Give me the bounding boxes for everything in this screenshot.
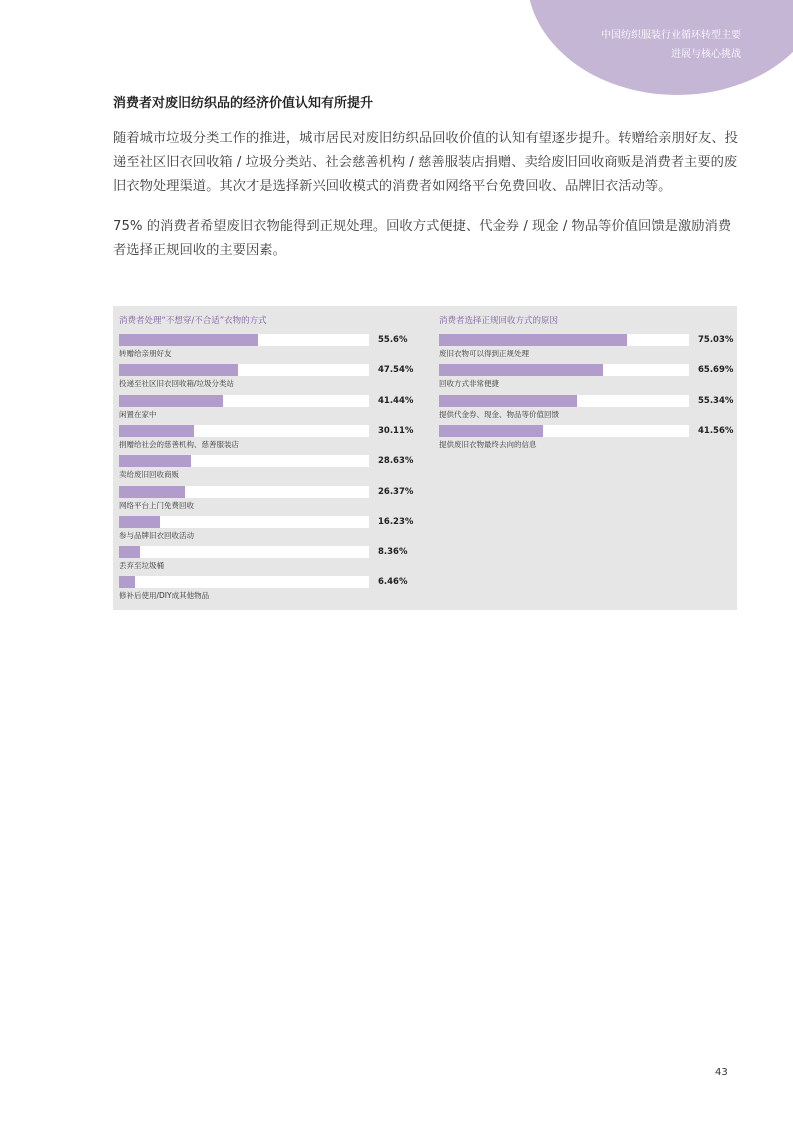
bar xyxy=(119,395,223,407)
data-label: 47.54% xyxy=(378,365,414,376)
bar-track xyxy=(119,334,369,346)
bar-track xyxy=(119,516,369,528)
bar-track xyxy=(119,546,369,558)
bar-track xyxy=(119,486,369,498)
chart-title: 消费者选择正规回收方式的原因 xyxy=(439,316,559,326)
category-label: 丢弃至垃圾桶 xyxy=(119,561,164,571)
bar-row xyxy=(439,364,734,394)
page-number: 43 xyxy=(715,1067,728,1078)
category-label: 废旧衣物可以得到正规处理 xyxy=(439,349,529,358)
data-label: 41.44% xyxy=(378,395,414,406)
bar xyxy=(439,395,577,407)
bar xyxy=(439,364,603,376)
bar-track xyxy=(439,425,689,437)
data-label: 6.46% xyxy=(378,577,408,588)
category-label: 闲置在家中 xyxy=(119,409,157,419)
category-label: 提供废旧衣物最终去向的信息 xyxy=(439,439,537,449)
data-label: 30.11% xyxy=(378,425,414,436)
data-label: 41.56% xyxy=(698,425,734,436)
paragraph-2: 75% 的消费者希望废旧衣物能得到正规处理。回收方式便捷、代金券 / 现金 / 物品等价值回馈是激励消费者选择正规回收的主要因素。 xyxy=(113,219,732,258)
chart-title: 消费者处理“不想穿/不合适”衣物的方式 xyxy=(119,316,267,326)
category-label: 修补后使用/DIY成其他物品 xyxy=(119,591,210,601)
bar-row xyxy=(119,455,414,485)
bar xyxy=(119,364,238,376)
data-label: 8.36% xyxy=(378,547,408,558)
bar-row xyxy=(119,486,414,516)
bar xyxy=(119,516,160,528)
bar xyxy=(119,334,258,346)
chart-panel xyxy=(113,306,737,610)
bar-row xyxy=(119,395,414,425)
bar-row xyxy=(119,364,414,394)
category-label: 网络平台上门免费回收 xyxy=(119,500,194,510)
category-label: 回收方式非常便捷 xyxy=(439,379,499,389)
data-label: 75.03% xyxy=(698,335,734,345)
bar-row xyxy=(119,425,414,455)
data-label: 55.34% xyxy=(698,395,734,406)
category-label: 参与品牌旧衣回收活动 xyxy=(119,530,194,540)
bar xyxy=(119,546,140,558)
section-heading: 消费者对废旧纺织品的经济价值认知有所提升 xyxy=(113,96,374,111)
bar xyxy=(439,425,543,437)
bar xyxy=(119,455,191,467)
bar-row xyxy=(439,334,734,364)
category-label: 捐赠给社会的慈善机构、慈善服装店 xyxy=(119,439,239,449)
bar xyxy=(119,576,135,588)
paragraph-1: 随着城市垃圾分类工作的推进，城市居民对废旧纺织品回收价值的认知有望逐步提升。转赠给亲朋好友、投递至社区旧衣回收箱 / 垃圾分类站、社会慈善机构 / 慈善服装店捐赠、卖给废旧回收商贩是消费者主要的废旧衣物处理渠道。其次才是选择新兴回收模式的消费者如网络平台免费回收、品牌旧衣活动等。 xyxy=(113,131,738,194)
data-label: 28.63% xyxy=(378,456,414,467)
category-label: 提供代金券、现金、物品等价值回馈 xyxy=(439,409,559,419)
data-label: 65.69% xyxy=(698,365,734,376)
category-label: 卖给废旧回收商贩 xyxy=(119,470,179,480)
bar-track xyxy=(119,395,369,407)
bar-row xyxy=(119,546,409,576)
bar xyxy=(119,425,194,437)
bar-track xyxy=(439,364,689,376)
bar-row xyxy=(119,334,409,364)
category-label: 转赠给亲朋好友 xyxy=(119,349,172,358)
bar-row xyxy=(439,425,734,455)
bar-track xyxy=(119,455,369,467)
running-header-line-1: 中国纺织服装行业循环转型主要 xyxy=(601,30,741,41)
bar-row xyxy=(119,576,409,606)
data-label: 26.37% xyxy=(378,486,414,497)
bar-track xyxy=(119,425,369,437)
bar-track xyxy=(439,395,689,407)
data-label: 16.23% xyxy=(378,516,414,527)
data-label: 55.6% xyxy=(378,335,408,345)
bar-track xyxy=(119,576,369,588)
running-header xyxy=(601,26,741,64)
bar xyxy=(119,486,185,498)
category-label: 投递至社区旧衣回收箱/垃圾分类站 xyxy=(119,379,235,389)
bar-row xyxy=(119,516,414,546)
running-header-line-2: 进展与核心挑战 xyxy=(671,49,741,60)
bar-track xyxy=(119,364,369,376)
bar-row xyxy=(439,395,734,425)
bar xyxy=(439,334,627,346)
bar-track xyxy=(439,334,689,346)
